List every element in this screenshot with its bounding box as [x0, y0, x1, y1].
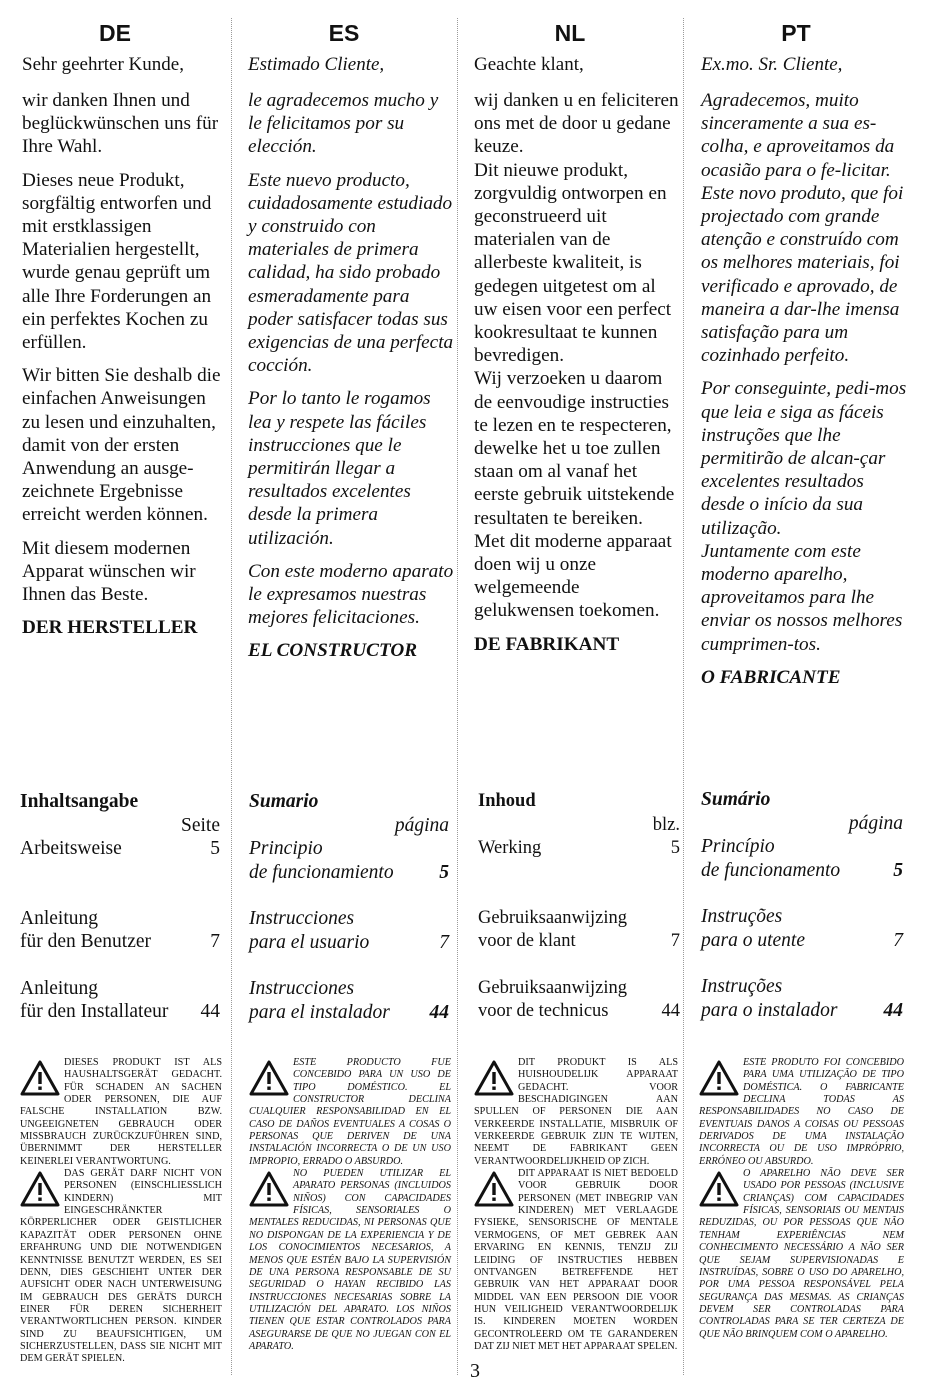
entry-page: 44 [883, 999, 903, 1021]
entry-title: Instrucciones [249, 978, 355, 999]
intro-paragraph: wir danken Ihnen und beglückwünschen uns für Ihre Wahl. [22, 90, 219, 158]
entry-page: 7 [893, 929, 903, 951]
warning-text: NO PUEDEN UTILIZAR EL APARATO PERSONAS (INCLUIDOS NIÑOS) CON CAPACIDADES FÍSICAS, SENSORIALES O MENTALES REDUCIDAS, NI PERSONAS QUE NO DISPONGAN DE LA EXPERIENCIA Y DE LOS CONOCIMIENTOS NECESARIOS, A MENOS QUE ESTÉN BAJO LA SUPERVISIÓN DE UNA PERSONA RESPONSABLE DE SU SEGURIDAD O HAYAN RECIBIDO LAS INSTRUCCIONES NECESARIAS SOBRE LA UTILIZACIÓN DEL APARATO. LOS NIÑOS TIENEN QUE ESTAR CONTROLADOS PARA ASEGURARSE DE QUE NO JUEGAN CON EL APARATO. [249, 1168, 451, 1352]
entry-page: 7 [670, 931, 680, 951]
warning-block [249, 1168, 451, 1353]
spacer [20, 861, 220, 884]
language-heading: DE [99, 20, 131, 46]
entry-subtitle: für den Benutzer [20, 931, 152, 952]
intro-paragraph: Con este moderno aparato le expresamos nuestras mejores felicitaciones. [248, 560, 454, 629]
entry-title: Gebruiksaanwijzing [478, 907, 627, 928]
salutation: Estimado Cliente, [248, 54, 385, 75]
entry-title: Instrucciones [249, 908, 355, 929]
table-of-contents [20, 790, 220, 1024]
language-heading: NL [554, 20, 586, 46]
page-column-label: Seite [181, 814, 220, 836]
column-pt [683, 0, 950, 1383]
contents-entry[interactable] [20, 977, 220, 1024]
warning-icon [20, 1060, 60, 1096]
spacer [478, 954, 680, 977]
warning-text: DAS GERÄT DARF NICHT VON PERSONEN (EINSCHLIESSLICH KINDERN) MIT EINGESCHRÄNKTER KÖRPERLICHER ODER GEISTLICHER KAPAZITÄT ODER PERSONEN OHNE ERFAHRUNG UND DIE NOTWENDIGEN KENNTNISSE BENUTZT WERDEN, ES SEI DENN, DIES GESCHIEHT UNTER DER AUFSICHT ODER NACH UNTERWEISUNG IM GEBRAUCH DES GERÄTS DURCH EINER FÜR DEREN SICHERHEIT VERANTWORTLICHEN PERSON. KINDER SIND ZU BEAUFSICHTIGEN, UM SICHERZUSTELLEN, DASS SIE NICHT MIT DEM GERÄT SPIELEN. [20, 1168, 222, 1365]
entry-title: Werking [478, 838, 542, 858]
entry-title: Instruções [701, 976, 783, 997]
contents-entry[interactable] [249, 907, 449, 954]
spacer [478, 861, 680, 884]
warning-text: DIT APPARAAT IS NIET BEDOELD VOOR GEBRUIK DOOR PERSONEN (MET INBEGRIP VAN KINDEREN) MET VERLAAGDE FYSIEKE, SENSORISCHE OF MENTALE VERMOGENS, OF MET GEBREK AAN ERVARING EN KENNIS, TENZIJ ZIJ LEIDING OF INSTRUCTIES HEBBEN ONTVANGEN BETREFFENDE HET GEBRUIK VAN HET APPARAAT DOOR MIDDEL VAN EEN PERSOON DIE VOOR HUN VEILIGHEID VERANTWOORDELIJK IS. KINDEREN MOETEN WORDEN GECONTROLEERD OM TE GARANDEREN DAT ZIJ NIET MET HET APPARAAT SPELEN. [474, 1168, 678, 1352]
safety-warnings [699, 1057, 904, 1341]
signature: EL CONSTRUCTOR [248, 640, 417, 662]
warning-block [474, 1057, 678, 1168]
contents-entry[interactable] [20, 837, 220, 861]
salutation: Geachte klant, [474, 54, 584, 75]
intro-paragraph: Dit nieuwe produkt, zorgvuldig ontworpen en geconstrueerd uit materialen van de allerbeste kwaliteit, is gedegen uitgetest om al uw eisen voor een perfect kookresultaat te kunnen bevredigen. [474, 159, 672, 367]
spacer [20, 884, 220, 907]
language-heading: PT [781, 20, 811, 46]
entry-page: 5 [439, 861, 449, 883]
entry-title: Arbeitsweise [20, 838, 122, 859]
safety-warnings [249, 1057, 451, 1353]
entry-title: Instruções [701, 906, 783, 927]
intro-text [701, 89, 909, 689]
contents-entry[interactable] [20, 907, 220, 954]
entry-subtitle: für den Installateur [20, 1001, 169, 1022]
warning-block [699, 1057, 904, 1168]
entry-subtitle: de funcionamento [701, 859, 841, 881]
table-of-contents [701, 788, 903, 1022]
safety-warnings [474, 1057, 678, 1353]
intro-paragraph: Mit diesem modernen Apparat wünschen wir Ihnen das Beste. [22, 537, 196, 606]
intro-paragraph: Wir bitten Sie deshalb die einfachen Anweisungen zu lesen und einzuhalten, damit von der ersten Anwendung an ausge-zeichnete Ergebnisse erreicht werden können. [22, 365, 221, 526]
intro-text [474, 89, 682, 656]
warning-icon [699, 1171, 739, 1207]
table-of-contents [249, 790, 449, 1024]
spacer [249, 954, 449, 977]
warning-block [699, 1168, 904, 1341]
entry-page: 5 [893, 859, 903, 881]
contents-entry[interactable] [249, 837, 449, 884]
warning-block [474, 1168, 678, 1353]
intro-text [248, 89, 454, 663]
contents-title: Sumário [701, 789, 771, 810]
intro-paragraph: Por conseguinte, pedi-mos que leia e siga as fáceis instruções que lhe permitirão de alcan-çar excelentes resultados desde o início da sua utilização. [701, 378, 907, 539]
warning-text: ESTE PRODUTO FOI CONCEBIDO PARA UMA UTILIZAÇÃO DE TIPO DOMÉSTICA. O FABRICANTE DECLINA TODAS AS RESPONSABILIDADES NO CASO DE EVENTUAIS DANOS A COISAS OU PESSOAS DERIVADOS DE UMA INSTALAÇÃO INCORRECTA OU DE USO IMPRÓPRIO, ERRÓNEO OU ABSURDO. [699, 1057, 904, 1167]
entry-page: 44 [661, 1001, 680, 1021]
entry-subtitle: voor de klant [478, 931, 576, 951]
entry-page: 7 [439, 931, 449, 953]
table-of-contents [478, 790, 680, 1024]
warning-icon [20, 1171, 60, 1207]
salutation: Ex.mo. Sr. Cliente, [701, 54, 843, 75]
contents-entry[interactable] [701, 905, 903, 952]
entry-subtitle: para o utente [701, 929, 805, 951]
intro-paragraph: Agradecemos, muito sinceramente a sua es-colha, e aproveitamos da ocasião para o fe-licitar. [701, 90, 895, 181]
column-de [0, 0, 230, 1383]
entry-title: Anleitung [20, 977, 98, 999]
entry-page: 5 [670, 838, 680, 858]
intro-paragraph: Juntamente com este moderno aparelho, aproveitamos para lhe enviar os nossos melhores cumprimen-tos. [701, 540, 903, 655]
signature: O FABRICANTE [701, 666, 841, 688]
entry-title: Gebruiksaanwijzing [478, 977, 627, 998]
contents-title: Inhoud [478, 791, 536, 811]
column-nl [457, 0, 683, 1383]
signature: DE FABRIKANT [474, 633, 620, 655]
intro-paragraph: Este nuevo producto, cuidadosamente estudiado y construido con materiales de primera calidad, ha sido probado esmeradamente para poder satisfacer todas sus exigencias de una perfecta cocción. [248, 169, 454, 377]
contents-title: Inhaltsangabe [20, 791, 139, 812]
safety-warnings [20, 1057, 222, 1366]
entry-subtitle: para o instalador [701, 999, 838, 1021]
contents-entry[interactable] [701, 975, 903, 1022]
signature: DER HERSTELLER [22, 617, 198, 639]
entry-page: 5 [210, 838, 220, 859]
intro-paragraph: Por lo tanto le rogamos lea y respete las fáciles instrucciones que le permitirán llegar a resultados excelentes desde la primera utilización. [248, 388, 431, 549]
intro-paragraph: Wij verzoeken u daarom de eenvoudige instructies te lezen en te respecteren, dewelke het u toe zullen staan om al vanaf het eerste gebruik uitstekende resultaten te bereiken. [474, 368, 675, 529]
intro-text [22, 89, 227, 639]
page-number: 3 [470, 1360, 480, 1382]
entry-title: Princípio [701, 836, 775, 857]
entry-title: Anleitung [20, 907, 98, 929]
warning-block [249, 1057, 451, 1168]
entry-page: 7 [210, 931, 220, 952]
warning-icon [699, 1060, 739, 1096]
warning-icon [474, 1171, 514, 1207]
contents-entry[interactable] [701, 835, 903, 882]
spacer [20, 954, 220, 977]
intro-paragraph: Dieses neue Produkt, sorgfältig entworfen und mit erstklassigen Materialien hergestellt, wurde genau geprüft um alle Ihre Forderungen an ein perfektes Kochen zu erfüllen. [22, 169, 212, 354]
column-es [231, 0, 457, 1383]
entry-title: Principio [249, 838, 323, 859]
entry-subtitle: para el instalador [249, 1001, 390, 1023]
entry-subtitle: de funcionamiento [249, 861, 394, 883]
intro-paragraph: wij danken u en feliciteren ons met de door u gedane keuze. [474, 90, 679, 158]
language-heading: ES [328, 20, 360, 46]
entry-page: 44 [429, 1001, 449, 1023]
entry-page: 44 [200, 1001, 220, 1022]
warning-text: DIESES PRODUKT IST ALS HAUSHALTSGERÄT GEDACHT. FÜR SCHADEN AN SACHEN ODER PERSONEN, DIE AUF FALSCHE INSTALLATION BZW. UNGEEIGNETEN GEBRAUCH ODER MISSBRAUCH ZURÜCKZUFÜHREN SIND, ÜBERNIMMT DER HERSTELLER KEINERLEI VERANTWORTUNG. [20, 1057, 222, 1167]
warning-icon [474, 1060, 514, 1096]
spacer [478, 884, 680, 907]
page-column-label: página [848, 812, 903, 834]
spacer [701, 882, 903, 905]
contents-entry[interactable] [478, 907, 680, 954]
page-column-label: página [394, 814, 449, 836]
intro-paragraph: le agradecemos mucho y le felicitamos por su elección. [248, 90, 439, 158]
contents-entry[interactable] [478, 837, 680, 861]
entry-subtitle: para el usuario [249, 931, 370, 953]
spacer [249, 884, 449, 907]
warning-block [20, 1168, 222, 1366]
entry-subtitle: voor de technicus [478, 1001, 609, 1021]
contents-entry[interactable] [478, 977, 680, 1024]
salutation: Sehr geehrter Kunde, [22, 54, 184, 75]
intro-paragraph: Este novo produto, que foi projectado com grande atenção e construído com os melhores materiais, foi verificado e aprovado, de maneira a dar-lhe imensa satisfação para um cozinhado perfeito. [701, 182, 904, 367]
spacer [701, 952, 903, 975]
contents-entry[interactable] [249, 977, 449, 1024]
page-column-label: blz. [652, 814, 680, 835]
warning-text: O APARELHO NÃO DEVE SER USADO POR PESSOAS (INCLUSIVE CRIANÇAS) COM CAPACIDADES FÍSICAS, SENSORIAIS OU MENTAIS REDUZIDAS, OU POR PESSOAS QUE NÃO TENHAM EXPERIÊNCIAS NEM CONHECIMENTO NECESSÁRIO A NÃO SER QUE SEJAM SUPERVISIONADAS E INSTRUÍDAS, SOBRE O USO DO APARELHO, POR UMA PESSOA RESPONSÁVEL PELA SEGURANÇA DAS MESMAS. AS CRIANÇAS DEVEM SER CONTROLADAS PARA CONTROLADAS PARA SE TER CERTEZA DE QUE NÃO BRINQUEM COM O APARELHO. [699, 1168, 904, 1340]
warning-icon [249, 1171, 289, 1207]
warning-icon [249, 1060, 289, 1096]
warning-block [20, 1057, 222, 1168]
warning-text: DIT PRODUKT IS ALS HUISHOUDELIJK APPARAAT GEDACHT. VOOR BESCHADIGINGEN AAN SPULLEN OF PERSONEN DIE AAN VERKEERDE INSTALLATIE, MISBRUIK OF VERKEERDE GEBRUIK ZIJN TE WIJTEN, NEEMT DE FABRIKANT GEEN VERANTWOORDELIJKHEID OP ZICH. [474, 1057, 678, 1167]
intro-paragraph: Met dit moderne apparaat doen wij u onze welgemeende gelukwensen toekomen. [474, 530, 672, 622]
contents-title: Sumario [249, 791, 319, 812]
warning-text: ESTE PRODUCTO FUE CONCEBIDO PARA UN USO DE TIPO DOMÉSTICO. EL CONSTRUCTOR DECLINA CUALQUIER RESPONSABILIDAD EN EL CASO DE DAÑOS EVENTUALES A COSAS O PERSONAS QUE DERIVEN DE UNA INSTALACIÓN INCORRECTA O DE UN USO IMPROPIO, ERRADO O ABSURDO. [249, 1057, 451, 1167]
